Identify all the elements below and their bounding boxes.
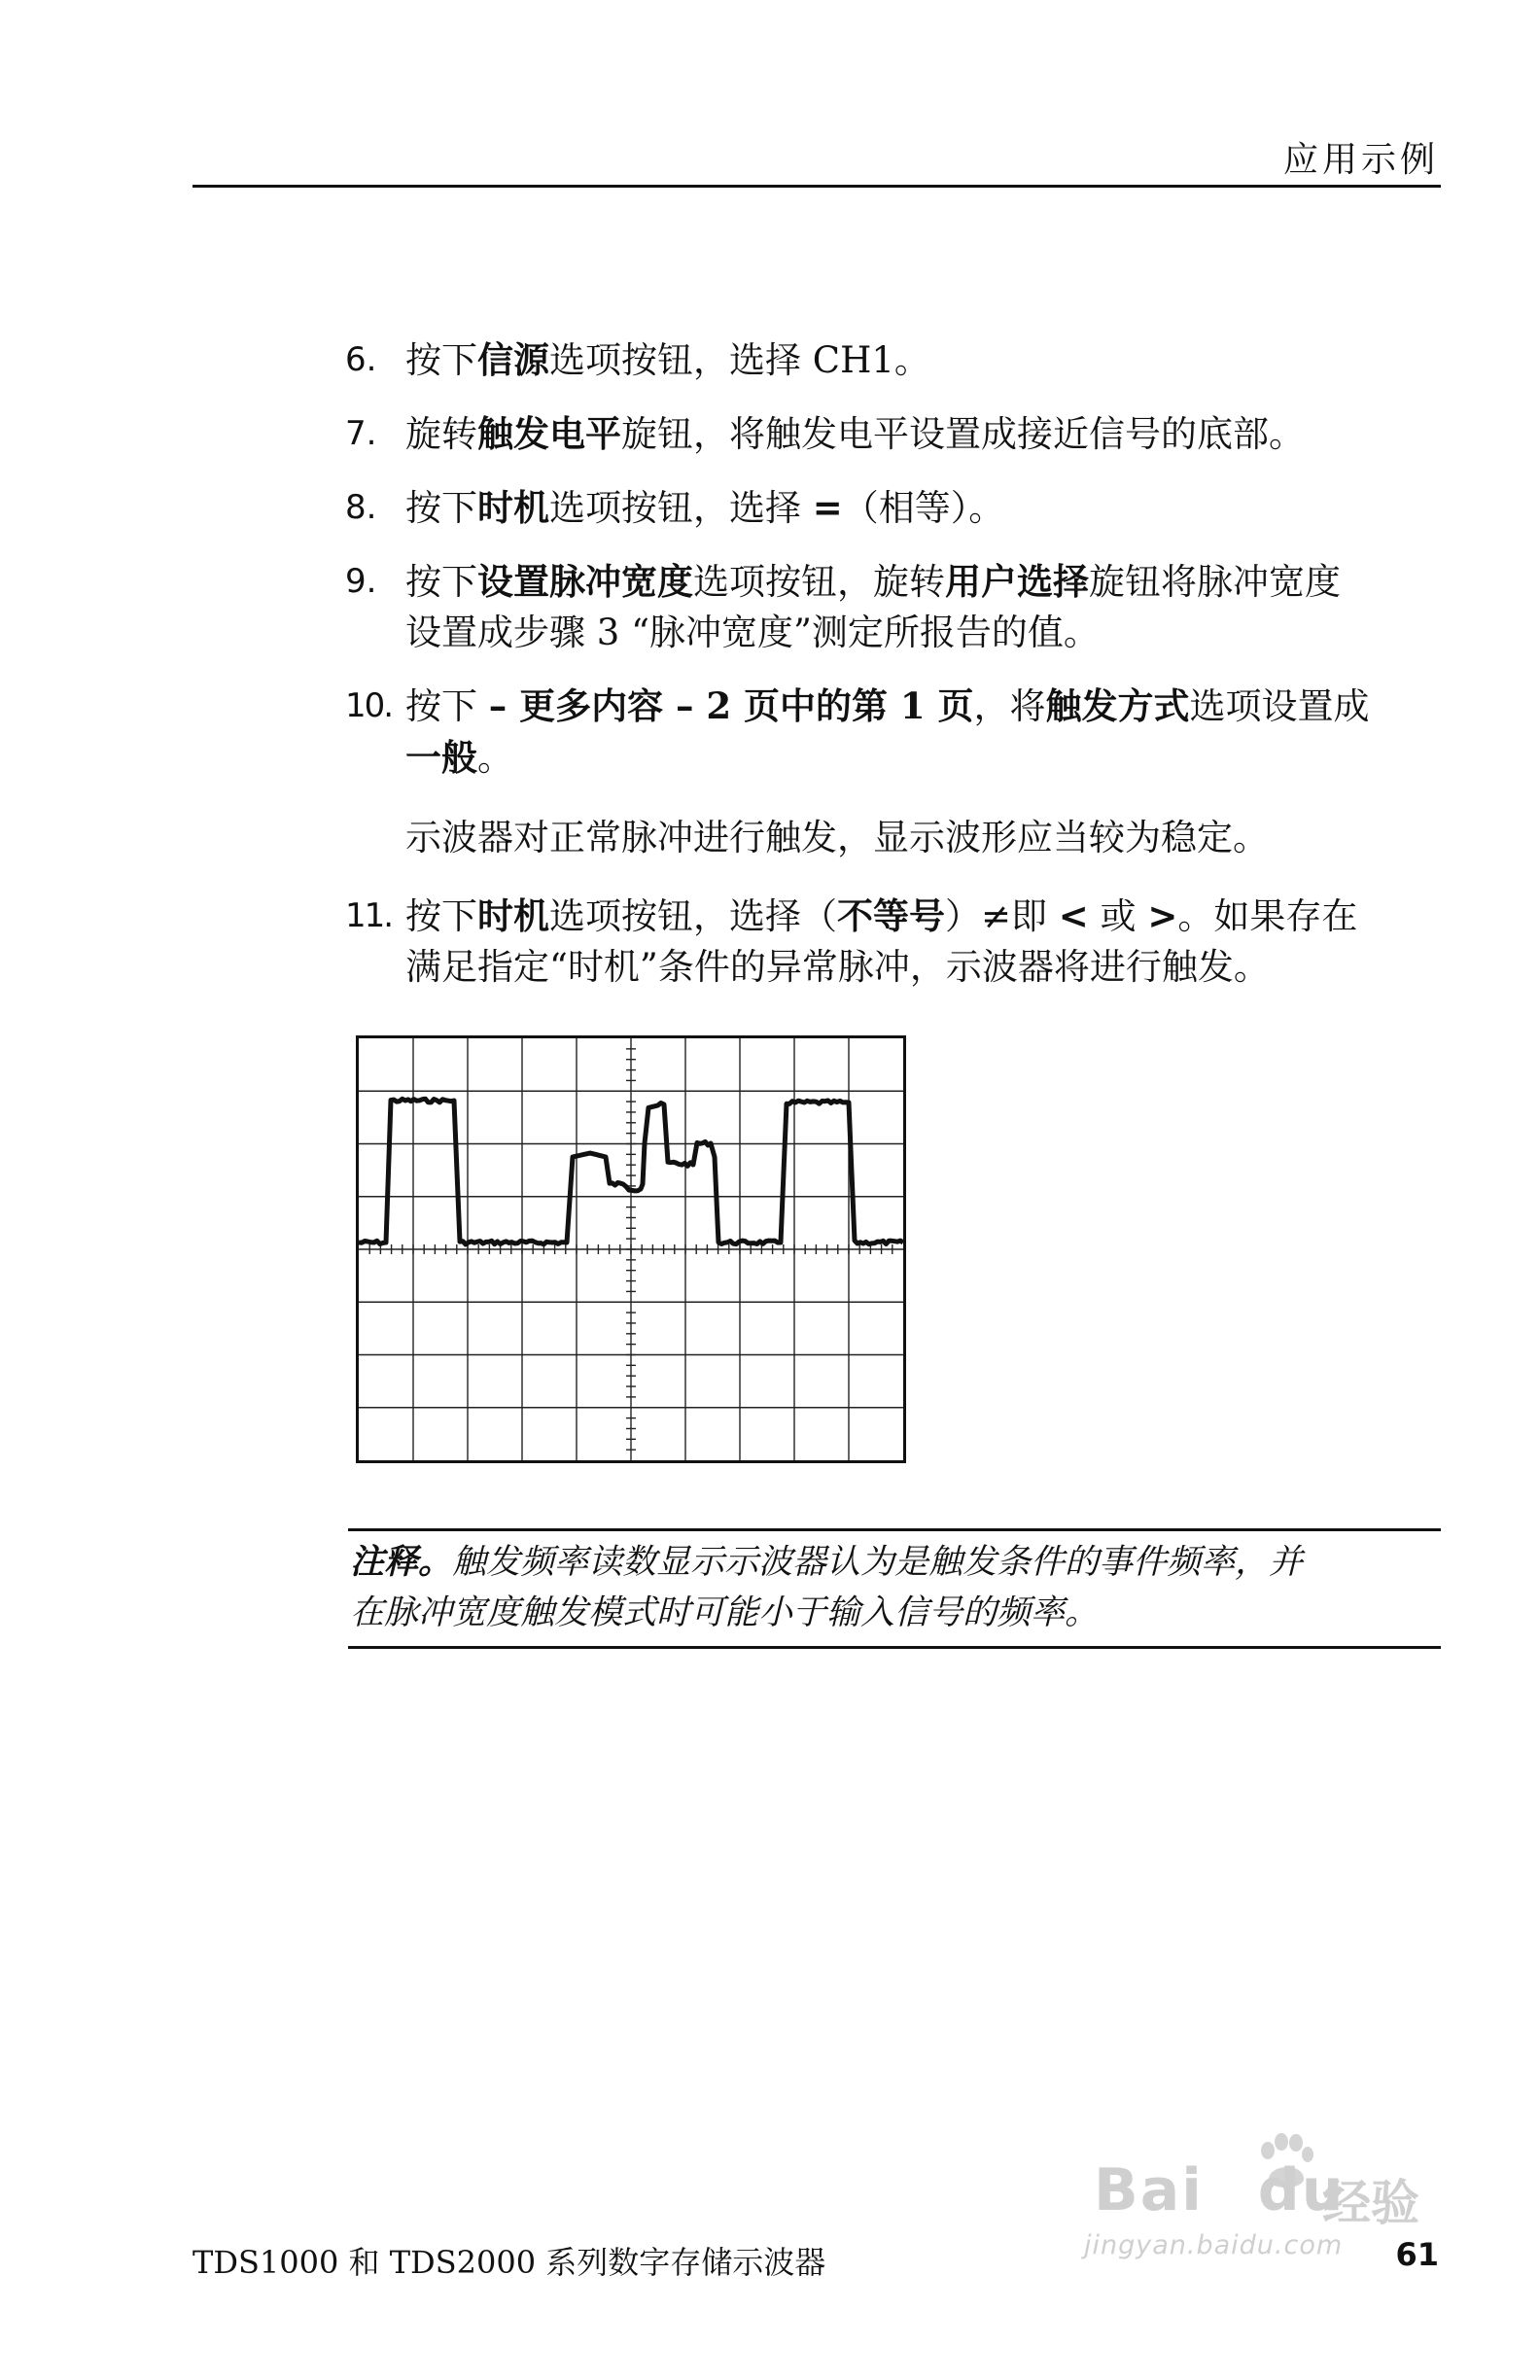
- menu-term: 触发方式: [1045, 684, 1190, 727]
- step-number: 8.: [345, 488, 377, 527]
- page-number: 61: [1395, 2236, 1439, 2273]
- step-text-part: 按下: [405, 895, 477, 937]
- step-text-part: 。: [477, 737, 513, 779]
- menu-term: 设置脉冲宽度: [477, 560, 693, 603]
- option-term: 一般: [405, 736, 477, 779]
- step-text-part: 按下: [405, 487, 477, 529]
- step-text-part: 按下: [405, 685, 489, 727]
- step-text-part: 按下: [405, 339, 477, 381]
- step-text-part: 旋转: [405, 413, 477, 455]
- step-number: 10.: [345, 686, 393, 725]
- step-text-part: 选项按钮，旋转: [693, 561, 945, 603]
- note-label: 注释。: [350, 1542, 453, 1582]
- step-text-part: 旋钮，将触发电平设置成接近信号的底部。: [621, 413, 1305, 455]
- less-than-symbol: <: [1058, 895, 1089, 937]
- step-text-part: 或: [1088, 895, 1148, 937]
- section-title: 应用示例: [1282, 140, 1439, 180]
- step-number: 11.: [345, 896, 393, 935]
- step-10: [345, 681, 1434, 784]
- note-line-1: [350, 1537, 1441, 1588]
- note-text: 触发频率读数显示示波器认为是触发条件的事件频率，并: [452, 1543, 1304, 1582]
- step-text-line2: [405, 732, 1434, 784]
- step-text-part: 选项按钮，选择 CH1。: [549, 339, 930, 381]
- menu-term: 触发电平: [477, 412, 621, 455]
- step-text-line2: 满足指定“时机”条件的异常脉冲，示波器将进行触发。: [405, 946, 1270, 988]
- watermark-brand-part: du: [1257, 2156, 1346, 2224]
- menu-term: 时机: [477, 894, 549, 937]
- step-9: [345, 556, 1434, 658]
- step-text-part: ）≠即: [945, 895, 1059, 937]
- result-paragraph: 示波器对正常脉冲进行触发，显示波形应当较为稳定。: [405, 817, 1269, 858]
- step-8: [345, 482, 1434, 534]
- step-6: [345, 334, 1434, 386]
- step-text-line2: 设置成步骤 3 “脉冲宽度”测定所报告的值。: [405, 612, 1100, 653]
- note-line-2: 在脉冲宽度触发模式时可能小于输入信号的频率。: [350, 1593, 1100, 1632]
- steps-list: [345, 334, 1434, 1015]
- step-number: 9.: [345, 562, 377, 601]
- step-text: [405, 408, 1434, 460]
- equals-symbol: =: [812, 487, 843, 529]
- header-rule: [192, 185, 1441, 188]
- waveform-plot: [359, 1038, 903, 1460]
- watermark-brand-part: Bai: [1094, 2156, 1204, 2224]
- note-box: [348, 1528, 1441, 1649]
- watermark-url: jingyan.baidu.com: [1084, 2230, 1344, 2260]
- menu-page-term: – 更多内容 – 2 页中的第 1 页: [488, 684, 974, 727]
- option-term: 不等号: [837, 894, 945, 937]
- step-text: [405, 891, 1434, 942]
- step-number: 6.: [345, 340, 377, 379]
- step-text: [405, 334, 1434, 386]
- step-text-part: ，将: [973, 685, 1046, 727]
- step-text: [405, 482, 1434, 534]
- step-text-part: 旋钮将脉冲宽度: [1089, 561, 1341, 603]
- menu-term: 信源: [477, 338, 549, 381]
- step-text: [405, 681, 1434, 732]
- step-number: 7.: [345, 414, 377, 453]
- step-text: [405, 556, 1434, 608]
- oscilloscope-screen: [356, 1035, 906, 1463]
- watermark-cn: 经验: [1322, 2175, 1419, 2231]
- footer-title: TDS1000 和 TDS2000 系列数字存储示波器: [192, 2244, 826, 2281]
- step-text-part: 选项按钮，选择（: [549, 895, 837, 937]
- menu-term: 时机: [477, 486, 549, 529]
- knob-term: 用户选择: [945, 560, 1089, 603]
- step-11: [345, 891, 1434, 993]
- step-text-part: （相等）。: [842, 487, 1005, 529]
- step-text-part: 选项按钮，选择: [549, 487, 813, 529]
- step-text-part: 按下: [405, 561, 477, 603]
- step-text-part: 选项设置成: [1189, 685, 1370, 727]
- step-text-part: 。如果存在: [1177, 895, 1358, 937]
- step-7: [345, 408, 1434, 460]
- greater-than-symbol: >: [1147, 895, 1178, 937]
- watermark-brand: [1094, 2156, 1345, 2224]
